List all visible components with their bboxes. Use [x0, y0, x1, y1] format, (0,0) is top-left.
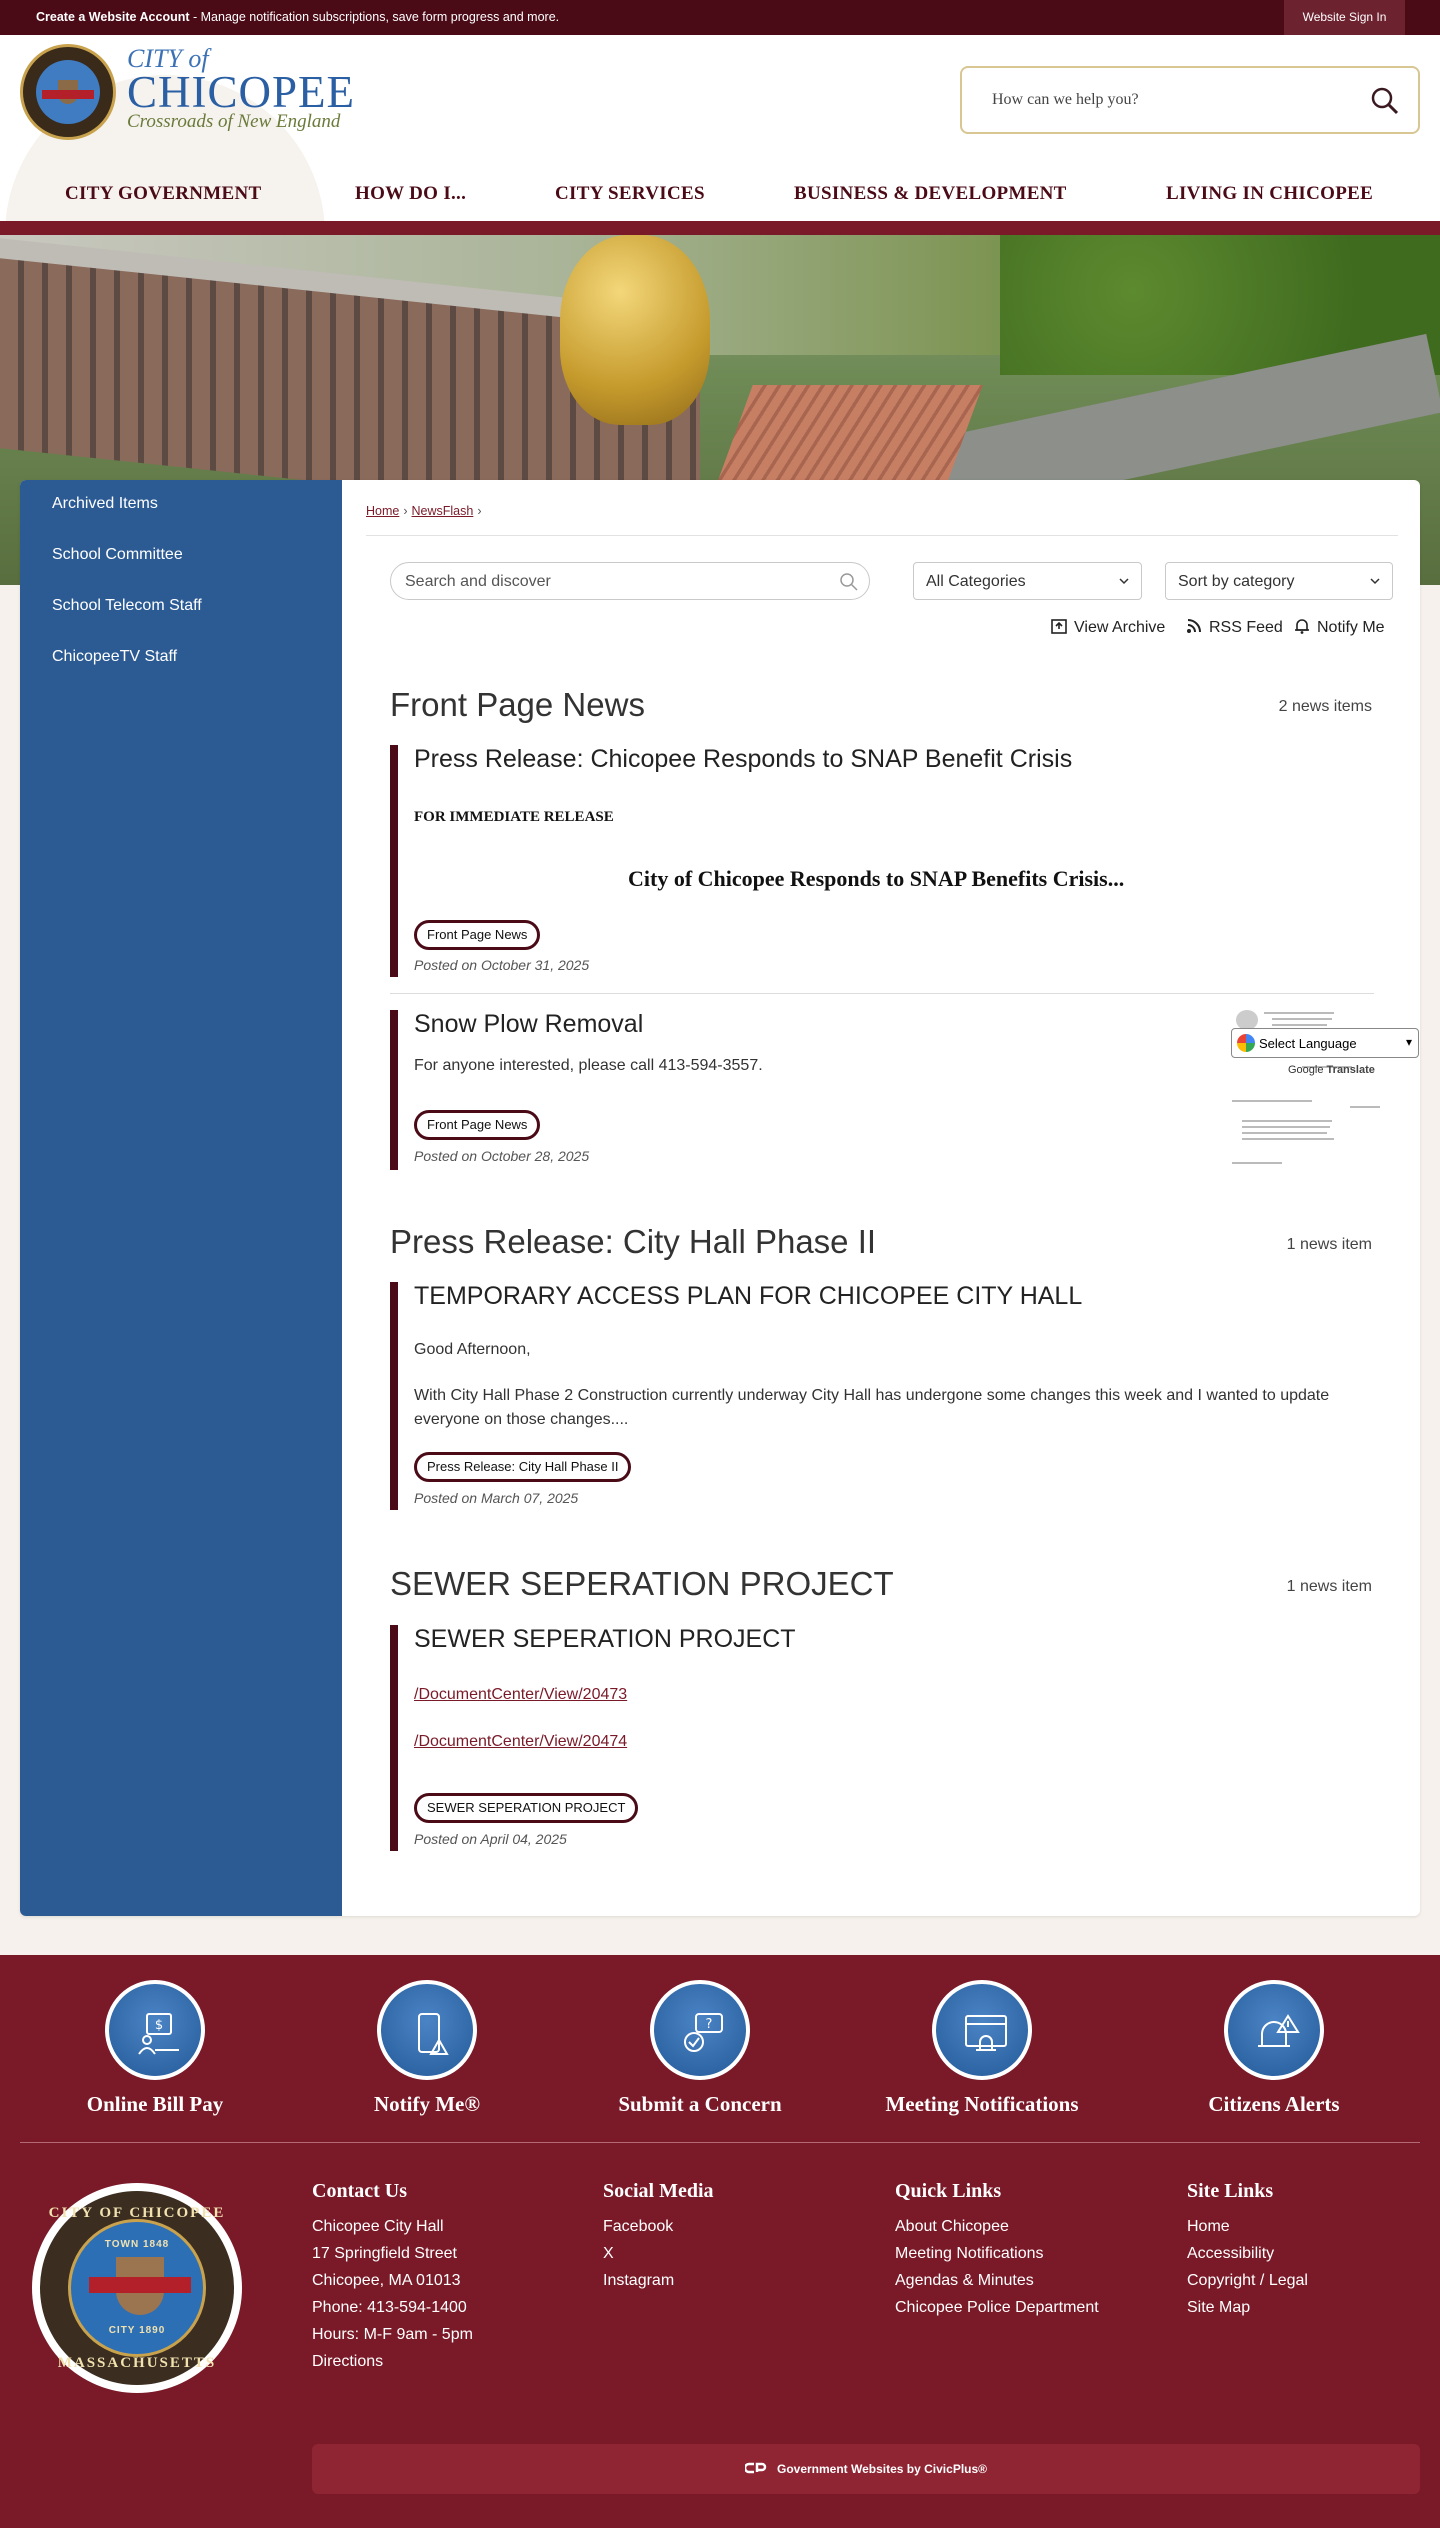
- account-message-text: - Manage notification subscriptions, save form progress and more.: [189, 10, 560, 24]
- content-panel: [20, 480, 1420, 1916]
- account-message: [36, 10, 559, 24]
- news-search-input[interactable]: Search and discover: [405, 573, 551, 590]
- breadcrumb: Home › NewsFlash ›: [366, 504, 482, 518]
- rss-icon: [1185, 617, 1203, 635]
- section-title-sewer-seperation-project[interactable]: SEWER SEPERATION PROJECT: [390, 1565, 894, 1602]
- translate-label: Translate: [1326, 1064, 1375, 1076]
- footer-contact-us: [312, 2180, 473, 2375]
- powered-by-google: [1288, 1064, 1375, 1076]
- city-seal-logo[interactable]: [20, 44, 116, 140]
- accessibility-link[interactable]: Accessibility: [1187, 2245, 1275, 2262]
- meeting-notifications-link[interactable]: Meeting Notifications: [895, 2245, 1044, 2262]
- breadcrumb-divider: [366, 535, 1398, 536]
- news-item-title[interactable]: TEMPORARY ACCESS PLAN FOR CHICOPEE CITY HALL: [414, 1282, 1083, 1310]
- posted-date: Posted on March 07, 2025: [414, 1490, 579, 1506]
- rss-feed-link[interactable]: [1185, 617, 1283, 637]
- contact-line: Chicopee, MA 01013: [312, 2272, 461, 2289]
- rss-feed-label: RSS Feed: [1209, 619, 1283, 636]
- section-count: 2 news items: [1278, 698, 1372, 715]
- sidebar-item-chicopeetv-staff[interactable]: ChicopeeTV Staff: [52, 648, 178, 665]
- quick-link-label: Submit a Concern: [618, 2092, 782, 2116]
- civicplus-logo-icon: [745, 2462, 767, 2474]
- sort-select-value: Sort by category: [1178, 573, 1295, 590]
- footer-heading: Contact Us: [312, 2180, 407, 2202]
- quick-link-online-bill-pay[interactable]: [55, 1980, 255, 2117]
- category-tag[interactable]: Front Page News: [414, 920, 540, 950]
- bill-pay-icon: [135, 2010, 183, 2058]
- news-item-text: FOR IMMEDIATE RELEASE: [414, 809, 614, 825]
- search-icon[interactable]: [1370, 86, 1400, 116]
- news-item-title[interactable]: Press Release: Chicopee Responds to SNAP Benefit Crisis: [414, 745, 1073, 773]
- quick-link-meeting-notifications[interactable]: [882, 1980, 1082, 2117]
- chevron-down-icon: ▾: [1405, 1035, 1412, 1049]
- breadcrumb-newsflash[interactable]: NewsFlash: [411, 504, 474, 518]
- section-count: 1 news item: [1286, 1236, 1372, 1253]
- seal-bottom-text: MASSACHUSETTS: [57, 2355, 217, 2371]
- header-stripe: [0, 221, 1440, 235]
- logo-line-2: CHICOPEE: [127, 67, 356, 117]
- footer-city-seal[interactable]: [32, 2183, 242, 2393]
- notify-me-link[interactable]: [1293, 617, 1385, 637]
- quick-link-label: Online Bill Pay: [86, 2092, 224, 2116]
- posted-date: Posted on April 04, 2025: [414, 1831, 567, 1847]
- footer-quick-links: [895, 2180, 1099, 2321]
- contact-line: Chicopee City Hall: [312, 2218, 444, 2235]
- bell-icon: [1293, 617, 1311, 635]
- civicplus-label: Government Websites by CivicPlus®: [776, 2462, 988, 2476]
- section-title-front-page-news[interactable]: Front Page News: [390, 686, 645, 723]
- news-item: [390, 1625, 1374, 1851]
- sign-in-button[interactable]: Website Sign In: [1284, 0, 1405, 35]
- seal-top-text: CITY OF CHICOPEE: [48, 2205, 226, 2221]
- footer-heading: Site Links: [1187, 2180, 1274, 2202]
- news-item-text: Good Afternoon,: [414, 1341, 531, 1358]
- seal-town-text: TOWN 1848: [104, 2239, 170, 2250]
- sidebar-item-school-telecom-staff[interactable]: School Telecom Staff: [52, 597, 202, 614]
- concern-icon: [680, 2010, 728, 2058]
- news-item: [390, 1282, 1374, 1510]
- logo-line-1: CITY of: [127, 44, 209, 73]
- footer-heading: Quick Links: [895, 2180, 1002, 2202]
- footer-heading: Social Media: [603, 2180, 714, 2202]
- instagram-link[interactable]: Instagram: [603, 2272, 675, 2289]
- chevron-down-icon: [1119, 576, 1129, 586]
- footer-site-links: [1187, 2180, 1308, 2321]
- language-select[interactable]: [1231, 1028, 1419, 1058]
- quick-link-label: Citizens Alerts: [1208, 2092, 1340, 2116]
- facebook-link[interactable]: Facebook: [603, 2218, 674, 2235]
- document-link[interactable]: /DocumentCenter/View/20473: [414, 1686, 628, 1703]
- quick-links-bar: [0, 1955, 1440, 2145]
- quick-link-label: Notify Me®: [373, 2092, 481, 2116]
- site-header: [0, 35, 1440, 221]
- view-archive-label: View Archive: [1074, 619, 1166, 636]
- sidebar-item-archived-items[interactable]: Archived Items: [52, 495, 158, 512]
- site-search-box[interactable]: [960, 66, 1420, 134]
- contact-line: Hours: M-F 9am - 5pm: [312, 2326, 473, 2343]
- search-icon[interactable]: [839, 572, 859, 592]
- nav-city-government[interactable]: CITY GOVERNMENT: [65, 183, 262, 204]
- copyright-legal-link[interactable]: Copyright / Legal: [1187, 2272, 1308, 2289]
- section-title-city-hall-phase-ii[interactable]: Press Release: City Hall Phase II: [390, 1223, 877, 1260]
- news-main: [342, 480, 1420, 1916]
- top-bar: [0, 0, 1440, 35]
- news-item-text: With City Hall Phase 2 Construction currently underway City Hall has undergone some changes this week and I wanted to update everyone on those changes....: [414, 1387, 1330, 1428]
- category-tag[interactable]: SEWER SEPERATION PROJECT: [414, 1793, 638, 1823]
- directions-link[interactable]: Directions: [312, 2353, 384, 2370]
- create-account-link[interactable]: Create a Website Account: [36, 10, 190, 24]
- news-item-title[interactable]: Snow Plow Removal: [414, 1010, 644, 1038]
- svg-text:?: ?: [705, 2017, 713, 2032]
- nav-how-do-i[interactable]: HOW DO I...: [355, 183, 467, 204]
- notify-me-label: Notify Me: [1317, 619, 1385, 636]
- news-item-title[interactable]: SEWER SEPERATION PROJECT: [414, 1625, 796, 1653]
- language-select-label: Select Language: [1259, 1036, 1357, 1051]
- mobile-alert-icon: [407, 2010, 455, 2058]
- chevron-down-icon: [1370, 576, 1380, 586]
- sidebar: [20, 480, 342, 1916]
- category-tag[interactable]: Front Page News: [414, 1110, 540, 1140]
- posted-date: Posted on October 31, 2025: [414, 957, 590, 973]
- sidebar-item-school-committee[interactable]: School Committee: [52, 546, 183, 563]
- contact-line: 17 Springfield Street: [312, 2245, 457, 2262]
- sort-select[interactable]: [1165, 562, 1393, 600]
- news-item-heading: City of Chicopee Responds to SNAP Benefits Crisis...: [628, 866, 1125, 891]
- civicplus-credit[interactable]: [312, 2444, 1420, 2494]
- quick-link-notify-me[interactable]: [327, 1980, 527, 2117]
- posted-date: Posted on October 28, 2025: [414, 1148, 590, 1164]
- breadcrumb-home[interactable]: Home: [366, 504, 400, 518]
- nav-living-in-chicopee[interactable]: LIVING IN CHICOPEE: [1166, 183, 1374, 204]
- view-archive-link[interactable]: [1050, 617, 1165, 637]
- news-search-box[interactable]: [390, 562, 870, 600]
- document-link[interactable]: /DocumentCenter/View/20474: [414, 1733, 628, 1750]
- category-tag[interactable]: Press Release: City Hall Phase II: [414, 1452, 631, 1482]
- about-chicopee-link[interactable]: About Chicopee: [895, 2218, 1009, 2235]
- category-select[interactable]: [913, 562, 1142, 600]
- quick-link-label: Meeting Notifications: [885, 2092, 1079, 2116]
- footer-divider: [20, 2142, 1420, 2143]
- site-search-input[interactable]: How can we help you?: [992, 91, 1139, 108]
- agendas-minutes-link[interactable]: Agendas & Minutes: [895, 2272, 1034, 2289]
- news-item: [390, 745, 1374, 977]
- x-link[interactable]: X: [603, 2245, 614, 2262]
- site-map-link[interactable]: Site Map: [1187, 2299, 1251, 2316]
- alert-bell-icon: [1254, 2010, 1302, 2058]
- quick-link-citizens-alerts[interactable]: [1174, 1980, 1374, 2117]
- archive-icon: [1050, 617, 1068, 635]
- news-item-text: For anyone interested, please call 413-594-3557.: [414, 1057, 763, 1074]
- nav-business-development[interactable]: BUSINESS & DEVELOPMENT: [794, 183, 1067, 204]
- police-department-link[interactable]: Chicopee Police Department: [895, 2299, 1099, 2316]
- category-select-value: All Categories: [926, 573, 1026, 590]
- contact-line: Phone: 413-594-1400: [312, 2299, 467, 2316]
- section-count: 1 news item: [1286, 1578, 1372, 1595]
- site-footer: [0, 1955, 1440, 2528]
- quick-link-submit-a-concern[interactable]: [600, 1980, 800, 2117]
- nav-city-services[interactable]: CITY SERVICES: [555, 183, 705, 204]
- calendar-bell-icon: [962, 2010, 1010, 2058]
- footer-social-media: [603, 2180, 714, 2294]
- site-logo-text[interactable]: [127, 46, 355, 132]
- item-divider: [390, 993, 1374, 994]
- home-link[interactable]: Home: [1187, 2218, 1230, 2235]
- news-item: [390, 1010, 1374, 1170]
- main-nav: [0, 175, 1440, 215]
- logo-tagline: Crossroads of New England: [127, 111, 341, 132]
- seal-city-text: CITY 1890: [108, 2325, 166, 2336]
- google-icon: [1237, 1034, 1255, 1052]
- svg-text:$: $: [154, 2018, 164, 2033]
- google-wordmark: Google: [1288, 1064, 1324, 1076]
